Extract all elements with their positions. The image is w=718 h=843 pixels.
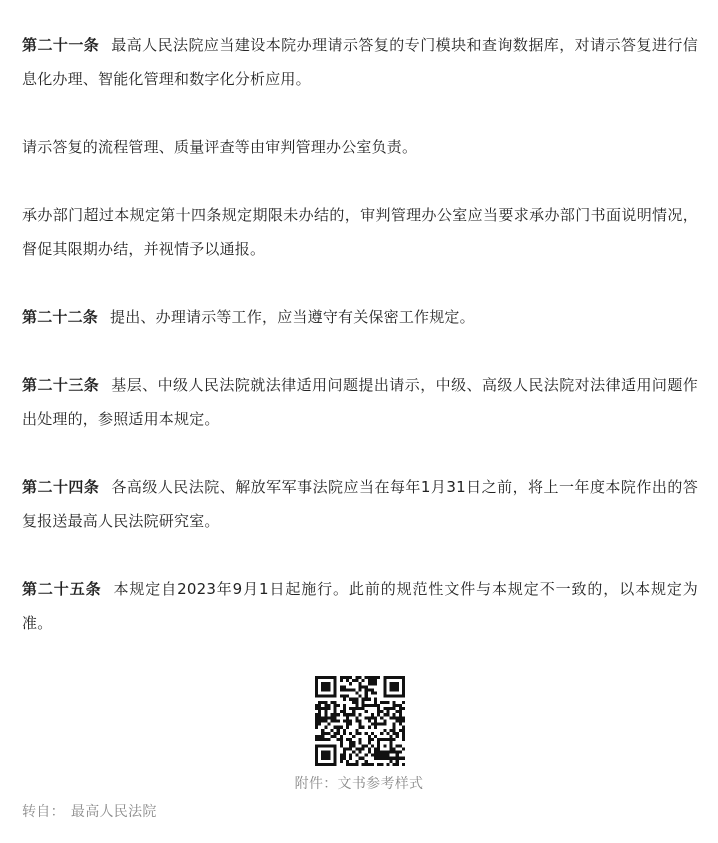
article-text: 承办部门超过本规定第十四条规定期限未办结的，审判管理办公室应当要求承办部门书面说明情况，督促其限期办结，并视情予以通报。 [22, 206, 698, 258]
article-25 [22, 572, 698, 640]
article-body [22, 28, 698, 674]
article-text: 最高人民法院应当建设本院办理请示答复的专门模块和查询数据库，对请示答复进行信息化办理、智能化管理和数字化分析应用。 [22, 36, 698, 88]
source-label: 转自： [22, 804, 65, 820]
article-text: 请示答复的流程管理、质量评查等由审判管理办公室负责。 [22, 138, 418, 156]
article-number: 第二十三条 [22, 376, 100, 394]
article-text: 提出、办理请示等工作，应当遵守有关保密工作规定。 [110, 308, 475, 326]
article-24 [22, 470, 698, 538]
attachment-caption: 附件：文书参考样式 [294, 776, 424, 792]
article-text: 基层、中级人民法院就法律适用问题提出请示，中级、高级人民法院对法律适用问题作出处理的，参照适用本规定。 [22, 376, 698, 428]
article-21-para-2 [22, 130, 698, 164]
article-number: 第二十二条 [22, 308, 99, 326]
article-number: 第二十四条 [22, 478, 100, 496]
article-number: 第二十五条 [22, 580, 102, 598]
article-21 [22, 28, 698, 96]
article-21-para-3 [22, 198, 698, 266]
qr-code[interactable] [315, 676, 405, 766]
article-text: 各高级人民法院、解放军军事法院应当在每年1月31日之前，将上一年度本院作出的答复报送最高人民法院研究室。 [22, 478, 698, 530]
article-text: 本规定自2023年9月1日起施行。此前的规范性文件与本规定不一致的，以本规定为准。 [22, 580, 698, 632]
qr-code-image [315, 676, 405, 766]
source-name: 最高人民法院 [70, 804, 157, 820]
article-22 [22, 300, 698, 334]
source-line [22, 802, 157, 822]
article-number: 第二十一条 [22, 36, 100, 54]
article-23 [22, 368, 698, 436]
